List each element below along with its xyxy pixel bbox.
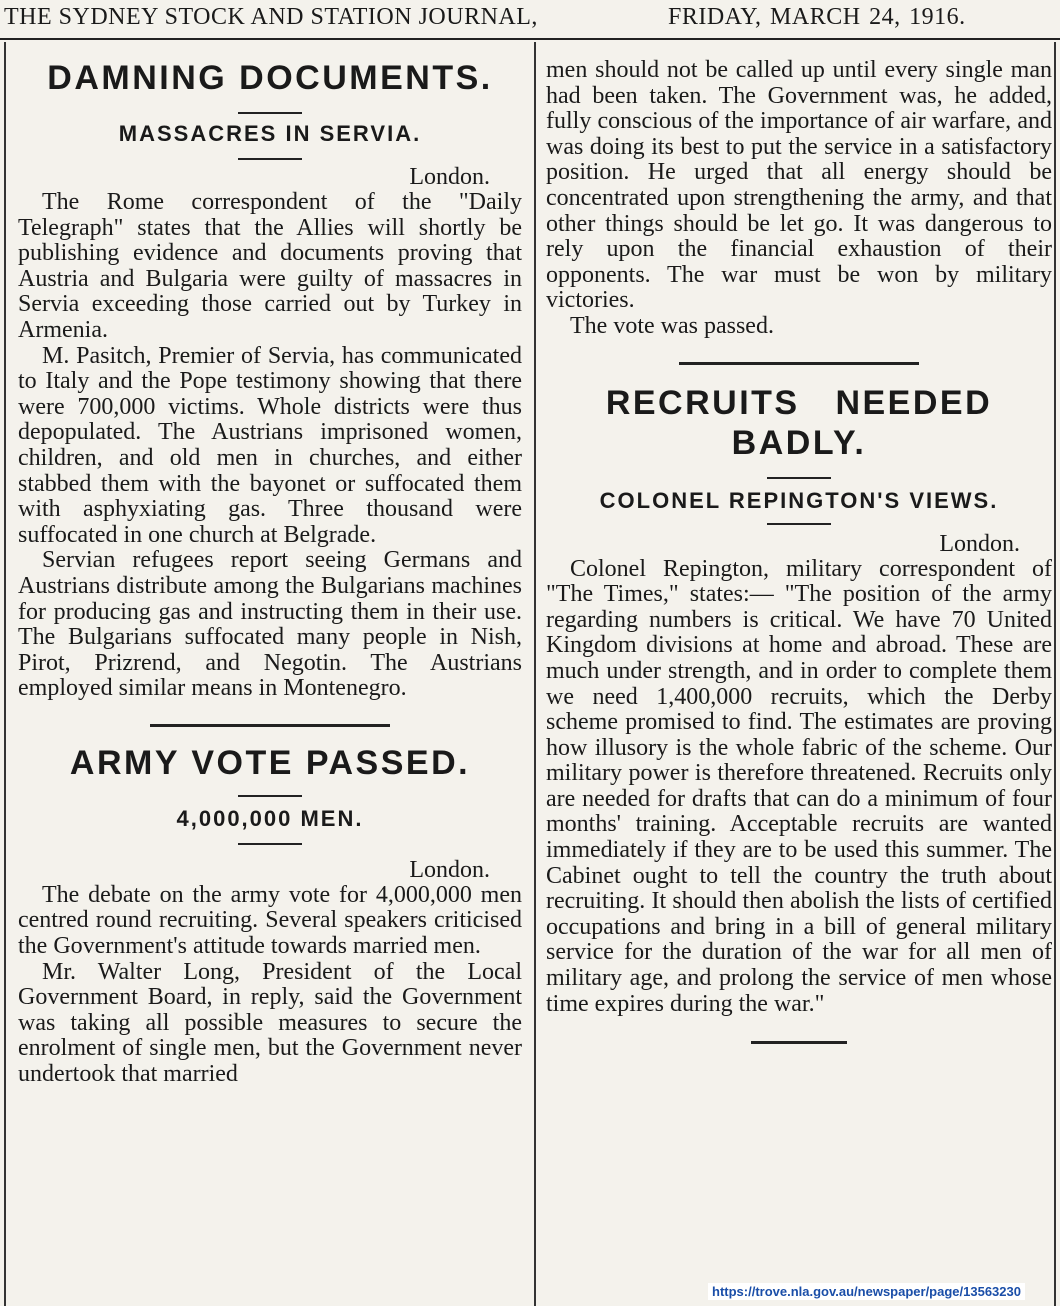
headline-rule <box>238 112 302 114</box>
article-paragraph: men should not be called up until every single man had been taken. The Government was, he added, fully conscious of the importance of air warfare, and was doing its best to put the service in a satisfactory position. He urged that all energy should be concentrated upon strengthening the army, and that other things should be let go. It was dangerous to rely upon the financial exhaustion of their opponents. The war must be won by military victories. <box>546 57 1052 314</box>
masthead-title: THE SYDNEY STOCK AND STATION JOURNAL, <box>4 4 538 30</box>
article-paragraph: Servian refugees report seeing Germans and Austrians distribute among the Bulgarians machines for producing gas and instructing them in their use. The Bulgarians suffocated many people in Nish, Pirot, Prizrend, and Negotin. The Austrians employed similar means in Montenegro. <box>18 547 522 702</box>
article-separator <box>751 1041 847 1044</box>
article-paragraph: Mr. Walter Long, President of the Local Government Board, in reply, said the Government was taking all possible measures to secure the enrolment of single men, but the Government never undertook that married <box>18 958 522 1088</box>
column-rule-left <box>4 42 6 1306</box>
source-link[interactable]: https://trove.nla.gov.au/newspaper/page/13563230 <box>708 1283 1025 1300</box>
subhead-rule <box>238 158 302 160</box>
subhead-rule <box>767 523 831 525</box>
headline-army-vote: ARMY VOTE PASSED. <box>69 743 471 782</box>
article-paragraph: The debate on the army vote for 4,000,000 men centred round recruiting. Several speakers criticised the Government's attitude towards married men. <box>18 881 522 960</box>
headline-damning-documents: DAMNING DOCUMENTS. <box>47 59 493 97</box>
column-rule-right <box>1054 42 1056 1306</box>
subhead-rule <box>238 843 302 845</box>
article-separator <box>679 362 919 365</box>
column-right <box>546 58 1052 1044</box>
article-paragraph: M. Pasitch, Premier of Servia, has communicated to Italy and the Pope testimony showing that there were 700,000 victims. Whole districts were thus depopulated. The Austrians imprisoned women, children, and old men in churches, and either stabbed them with the bayonet or suffocated them with asphyxiating gas. Three thousand were suffocated in one church at Belgrade. <box>18 342 522 548</box>
article-paragraph: The vote was passed. <box>570 312 774 339</box>
article-separator <box>150 724 390 727</box>
headline-recruits-line2: BADLY. <box>731 423 867 462</box>
subhead-massacres: MASSACRES IN SERVIA. <box>118 121 422 146</box>
headline-rule <box>767 477 831 479</box>
article-paragraph: Colonel Repington, military correspondent of "The Times," states:— "The position of the army regarding numbers is critical. We have 70 United Kingdom divisions at home and abroad. These are much under strength, and in order to complete them we need 1,400,000 recruits, which the Derby scheme promised to find. The estimates are proving how illusory is the whole fabric of the scheme. Our military power is therefore threatened. Recruits only are needed for drafts that can do a minimum of four months' training. Acceptable recruits are wanted immediately if they are to be used this summer. The Cabinet ought to tell the country the truth about recruiting. It should then abolish the lists of certified occupations and bring in a bill of general military service for the duration of the war for all men of military age, and prolong the service of men whose time expires during the war." <box>546 555 1052 1017</box>
dateline: London. <box>409 856 490 883</box>
subhead-men: 4,000,000 MEN. <box>176 805 364 831</box>
article-paragraph: The Rome correspondent of the "Daily Telegraph" states that the Allies will shortly be publishing evidence and documents proving that Austria and Bulgaria were guilty of massacres in Servia exceeding those carried out by Turkey in Armenia. <box>18 189 522 343</box>
column-left <box>18 48 522 1088</box>
masthead-date: FRIDAY, MARCH 24, 1916. <box>668 4 966 30</box>
subhead-repington: COLONEL REPINGTON'S VIEWS. <box>599 487 999 513</box>
headline-rule <box>238 795 302 797</box>
dateline: London. <box>939 530 1020 557</box>
headline-recruits-line1: RECRUITS NEEDED <box>605 383 993 422</box>
masthead-rule <box>0 38 1060 40</box>
dateline: London. <box>409 164 490 190</box>
column-rule-middle <box>534 42 536 1306</box>
masthead <box>0 0 1060 38</box>
